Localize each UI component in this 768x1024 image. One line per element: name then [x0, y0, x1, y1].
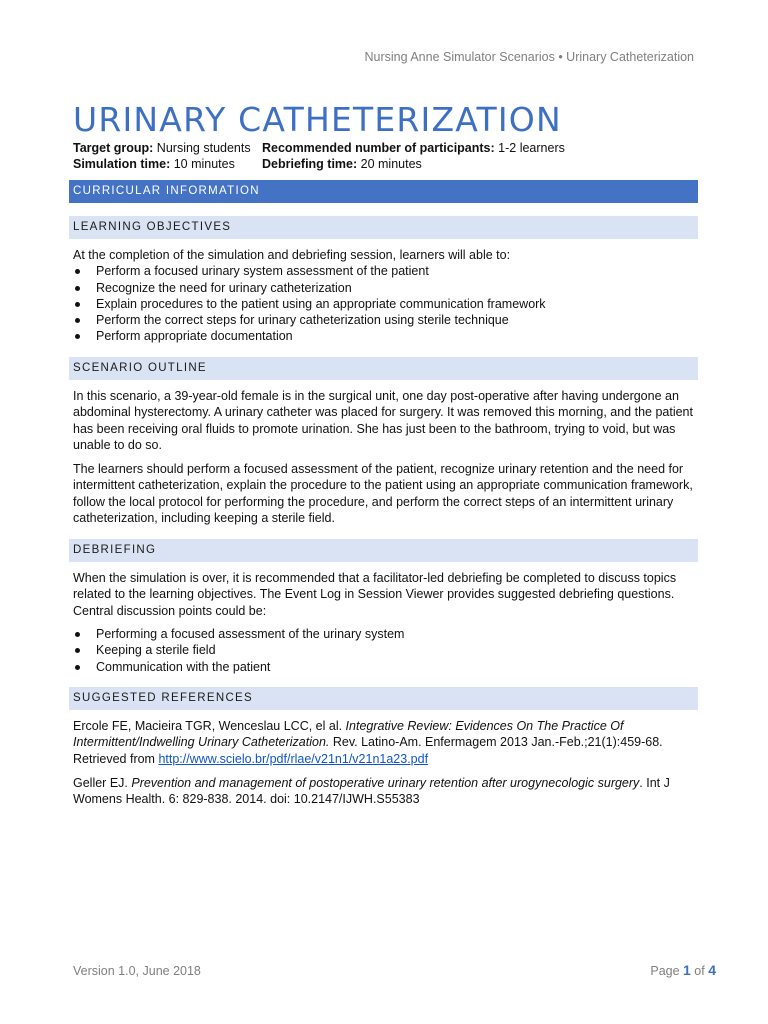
participants-label: Recommended number of participants:	[262, 141, 495, 155]
reference-2	[73, 775, 695, 808]
page-title: URINARY CATHETERIZATION	[73, 100, 562, 139]
objectives-intro: At the completion of the simulation and debriefing session, learners will able to:	[73, 248, 511, 262]
section-scenario-outline: SCENARIO OUTLINE	[69, 357, 698, 380]
reference-2-source: . Int J Womens Health. 6: 829-838. 2014. doi: 10.2147/IJWH.S55383	[73, 776, 670, 807]
list-item: Communication with the patient	[73, 659, 695, 675]
debriefing-intro: When the simulation is over, it is recommended that a facilitator-led debriefing be completed to discuss topics related to the learning objectives. The Event Log in Session Viewer provides suggested debriefing questions. Central discussion points could be:	[73, 571, 677, 618]
section-debriefing: DEBRIEFING	[69, 539, 698, 562]
section-learning-objectives: LEARNING OBJECTIVES	[69, 216, 698, 239]
debriefing-time-label: Debriefing time:	[262, 157, 358, 171]
debriefing-time-value: 20 minutes	[357, 157, 422, 171]
simulation-time-label: Simulation time:	[73, 157, 171, 171]
scenario-outline-p2: The learners should perform a focused assessment of the patient, recognize urinary retention and the need for intermittent catheterization, explain the procedure to the patient using an appropriate communication framework, follow the local protocol for performing the procedure, and perform the correct steps of an intermittent urinary catheterization, including keeping a sterile field.	[73, 462, 693, 525]
reference-1-source: Rev. Latino-Am. Enfermagem 2013 Jan.-Feb.;21(1):459-68. Retrieved from	[73, 735, 663, 766]
list-item: Keeping a sterile field	[73, 642, 695, 658]
meta-row-2	[73, 157, 422, 171]
section-curricular-information: CURRICULAR INFORMATION	[69, 180, 698, 203]
participants-value: 1-2 learners	[494, 141, 565, 155]
reference-1-link[interactable]: http://www.scielo.br/pdf/rlae/v21n1/v21n1a23.pdf	[158, 751, 429, 766]
running-header: Nursing Anne Simulator Scenarios • Urinary Catheterization	[364, 50, 694, 64]
debriefing-time-field	[262, 157, 422, 171]
target-group-value: Nursing students	[153, 141, 251, 155]
reference-2-title: Prevention and management of postoperative urinary retention after urogynecologic surgery	[131, 776, 640, 790]
list-item: Explain procedures to the patient using an appropriate communication framework	[73, 296, 695, 312]
footer-page-number	[650, 962, 716, 978]
target-group-label: Target group:	[73, 141, 154, 155]
footer-version: Version 1.0, June 2018	[73, 964, 201, 978]
page-word: Page	[650, 964, 684, 978]
list-item: Perform a focused urinary system assessment of the patient	[73, 263, 695, 279]
total-pages: 4	[708, 962, 716, 978]
list-item: Perform appropriate documentation	[73, 328, 695, 344]
scenario-outline-p1: In this scenario, a 39-year-old female is in the surgical unit, one day post-operative after having undergone an abdominal hysterectomy. A urinary catheter was placed for surgery. It was removed this morning, and the patient has been receiving oral fluids to promote urination. She has just been to the bathroom, trying to void, but was unable to do so.	[73, 389, 693, 452]
objectives-list	[73, 263, 695, 344]
meta-row-1	[73, 141, 565, 155]
simulation-time-value: 10 minutes	[170, 157, 235, 171]
current-page: 1	[683, 962, 691, 978]
reference-1	[73, 718, 695, 767]
section-suggested-references: SUGGESTED REFERENCES	[69, 687, 698, 710]
list-item: Performing a focused assessment of the urinary system	[73, 626, 695, 642]
debriefing-list	[73, 626, 695, 675]
list-item: Recognize the need for urinary catheterization	[73, 280, 695, 296]
of-word: of	[690, 964, 709, 978]
learning-objectives-body	[73, 247, 695, 345]
reference-1-authors: Ercole FE, Macieira TGR, Wenceslau LCC, el al.	[73, 719, 346, 733]
list-item: Perform the correct steps for urinary catheterization using sterile technique	[73, 312, 695, 328]
participants-field	[262, 141, 565, 155]
reference-2-authors: Geller EJ.	[73, 776, 132, 790]
reference-1-title: Integrative Review: Evidences On The Practice Of Intermittent/Indwelling Urinary Catheterization.	[73, 719, 624, 750]
debriefing-points	[73, 626, 695, 675]
